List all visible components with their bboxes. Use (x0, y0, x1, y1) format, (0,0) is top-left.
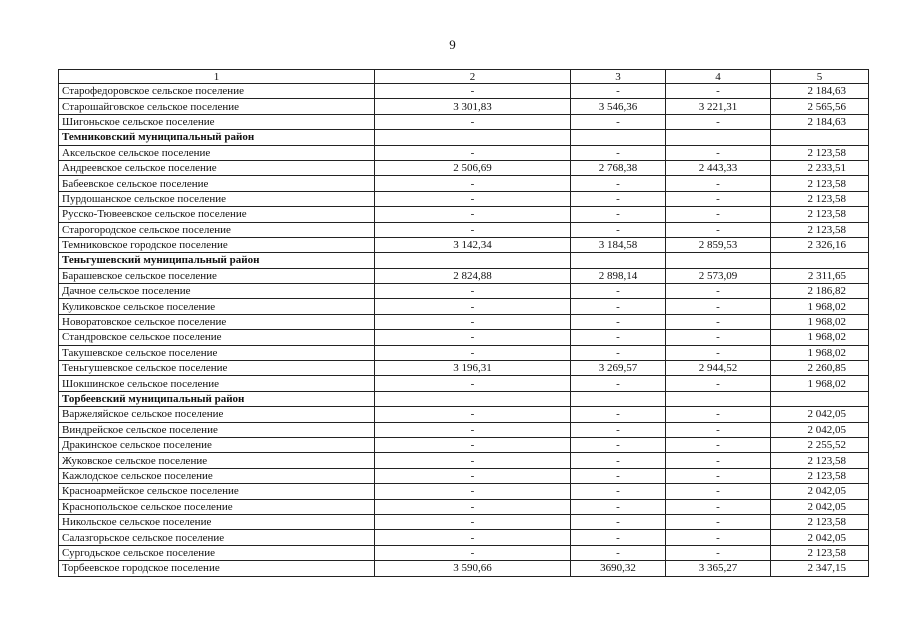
value-col4-cell: - (666, 176, 771, 191)
value-col3-cell: - (571, 330, 666, 345)
value-col5-cell: 2 123,58 (771, 222, 869, 237)
table-row (59, 407, 869, 422)
value-col3-cell: 3 269,57 (571, 361, 666, 376)
value-col5-cell: 1 968,02 (771, 330, 869, 345)
value-col3-cell: 3690,32 (571, 561, 666, 576)
value-col2-cell: - (375, 484, 571, 499)
district-header-row (59, 130, 869, 145)
value-col4-cell: - (666, 499, 771, 514)
value-col2-cell: - (375, 207, 571, 222)
value-col5-cell: 1 968,02 (771, 299, 869, 314)
value-col4-cell: - (666, 468, 771, 483)
value-col2-cell: 3 590,66 (375, 561, 571, 576)
value-col4-cell: 2 443,33 (666, 160, 771, 175)
settlement-name-cell: Старофедоровское сельское поселение (59, 84, 375, 99)
settlement-name-cell: Красноармейское сельское поселение (59, 484, 375, 499)
value-col5-cell: 2 347,15 (771, 561, 869, 576)
value-col5-cell: 2 186,82 (771, 284, 869, 299)
district-header-row (59, 253, 869, 268)
table-row (59, 453, 869, 468)
table-row (59, 422, 869, 437)
value-col4-cell: - (666, 222, 771, 237)
value-col3-cell: - (571, 299, 666, 314)
value-col5-cell: 2 311,65 (771, 268, 869, 283)
settlement-name-cell: Андреевское сельское поселение (59, 160, 375, 175)
value-col3-cell (571, 391, 666, 406)
value-col2-cell: - (375, 84, 571, 99)
settlement-name-cell: Жуковское сельское поселение (59, 453, 375, 468)
value-col5-cell: 2 233,51 (771, 160, 869, 175)
value-col5-cell: 1 968,02 (771, 376, 869, 391)
column-number-cell: 5 (771, 70, 869, 84)
value-col4-cell: - (666, 422, 771, 437)
value-col4-cell: - (666, 514, 771, 529)
value-col4-cell: 2 573,09 (666, 268, 771, 283)
value-col3-cell: - (571, 176, 666, 191)
district-name-cell: Темниковский муниципальный район (59, 130, 375, 145)
settlement-name-cell: Торбеевское городское поселение (59, 561, 375, 576)
column-number-cell: 3 (571, 70, 666, 84)
value-col5-cell: 2 042,05 (771, 530, 869, 545)
value-col5-cell (771, 253, 869, 268)
table-row (59, 345, 869, 360)
settlement-name-cell: Шигоньское сельское поселение (59, 114, 375, 129)
district-header-row (59, 391, 869, 406)
value-col4-cell: - (666, 530, 771, 545)
settlement-name-cell: Краснопольское сельское поселение (59, 499, 375, 514)
value-col4-cell: 2 859,53 (666, 237, 771, 252)
table-row (59, 361, 869, 376)
column-number-row (59, 70, 869, 84)
value-col2-cell: - (375, 284, 571, 299)
value-col4-cell: - (666, 191, 771, 206)
value-col5-cell: 1 968,02 (771, 345, 869, 360)
value-col4-cell: - (666, 453, 771, 468)
value-col5-cell: 2 042,05 (771, 407, 869, 422)
value-col5-cell: 2 123,58 (771, 207, 869, 222)
settlement-name-cell: Никольское сельское поселение (59, 514, 375, 529)
settlement-name-cell: Кажлодское сельское поселение (59, 468, 375, 483)
value-col4-cell: - (666, 114, 771, 129)
column-number-cell: 4 (666, 70, 771, 84)
table-row (59, 376, 869, 391)
table-row (59, 514, 869, 529)
settlement-name-cell: Дачное сельское поселение (59, 284, 375, 299)
value-col2-cell: - (375, 222, 571, 237)
table-row (59, 160, 869, 175)
settlement-name-cell: Шокшинское сельское поселение (59, 376, 375, 391)
settlement-name-cell: Сургодьское сельское поселение (59, 545, 375, 560)
value-col3-cell (571, 253, 666, 268)
value-col2-cell: - (375, 545, 571, 560)
value-col2-cell: - (375, 114, 571, 129)
settlement-name-cell: Старогородское сельское поселение (59, 222, 375, 237)
value-col2-cell (375, 253, 571, 268)
settlement-name-cell: Барашевское сельское поселение (59, 268, 375, 283)
value-col4-cell: - (666, 145, 771, 160)
settlement-name-cell: Темниковское городское поселение (59, 237, 375, 252)
value-col5-cell: 2 260,85 (771, 361, 869, 376)
value-col2-cell: - (375, 453, 571, 468)
district-name-cell: Торбеевский муниципальный район (59, 391, 375, 406)
value-col3-cell: - (571, 530, 666, 545)
value-col2-cell: - (375, 314, 571, 329)
value-col5-cell: 2 184,63 (771, 84, 869, 99)
value-col3-cell: - (571, 484, 666, 499)
value-col3-cell (571, 130, 666, 145)
table-row (59, 284, 869, 299)
value-col3-cell: 2 898,14 (571, 268, 666, 283)
value-col3-cell: - (571, 545, 666, 560)
tariff-table (58, 69, 869, 577)
value-col4-cell: 3 365,27 (666, 561, 771, 576)
value-col3-cell: - (571, 468, 666, 483)
table-row (59, 330, 869, 345)
value-col4-cell: - (666, 84, 771, 99)
table-row (59, 468, 869, 483)
table-row (59, 437, 869, 452)
column-number-cell: 1 (59, 70, 375, 84)
settlement-name-cell: Салазгорьское сельское поселение (59, 530, 375, 545)
value-col5-cell: 2 123,58 (771, 514, 869, 529)
value-col5-cell: 1 968,02 (771, 314, 869, 329)
value-col2-cell: - (375, 345, 571, 360)
value-col3-cell: - (571, 145, 666, 160)
table-row (59, 561, 869, 576)
table-row (59, 499, 869, 514)
value-col4-cell: - (666, 330, 771, 345)
value-col5-cell: 2 123,58 (771, 176, 869, 191)
table-row (59, 176, 869, 191)
value-col4-cell: - (666, 376, 771, 391)
value-col2-cell: - (375, 191, 571, 206)
value-col2-cell: - (375, 176, 571, 191)
value-col5-cell: 2 123,58 (771, 468, 869, 483)
value-col5-cell: 2 123,58 (771, 453, 869, 468)
value-col4-cell (666, 253, 771, 268)
table-body (59, 70, 869, 577)
value-col4-cell (666, 130, 771, 145)
value-col4-cell: - (666, 314, 771, 329)
value-col3-cell: - (571, 284, 666, 299)
settlement-name-cell: Русско-Тювеевское сельское поселение (59, 207, 375, 222)
value-col4-cell: - (666, 545, 771, 560)
table-row (59, 530, 869, 545)
table-row (59, 237, 869, 252)
value-col3-cell: - (571, 345, 666, 360)
table-row (59, 99, 869, 114)
value-col2-cell: - (375, 330, 571, 345)
value-col5-cell: 2 042,05 (771, 484, 869, 499)
table-row (59, 222, 869, 237)
value-col4-cell: 2 944,52 (666, 361, 771, 376)
table-row (59, 299, 869, 314)
table-row (59, 314, 869, 329)
value-col2-cell: 2 824,88 (375, 268, 571, 283)
table-row (59, 545, 869, 560)
value-col2-cell: - (375, 422, 571, 437)
value-col2-cell (375, 391, 571, 406)
value-col5-cell: 2 565,56 (771, 99, 869, 114)
settlement-name-cell: Варжеляйское сельское поселение (59, 407, 375, 422)
settlement-name-cell: Пурдошанское сельское поселение (59, 191, 375, 206)
value-col2-cell: - (375, 407, 571, 422)
value-col3-cell: - (571, 422, 666, 437)
value-col4-cell: 3 221,31 (666, 99, 771, 114)
value-col3-cell: - (571, 514, 666, 529)
table-row (59, 84, 869, 99)
settlement-name-cell: Куликовское сельское поселение (59, 299, 375, 314)
value-col2-cell: 2 506,69 (375, 160, 571, 175)
value-col3-cell: - (571, 407, 666, 422)
value-col5-cell (771, 130, 869, 145)
value-col4-cell: - (666, 207, 771, 222)
value-col3-cell: - (571, 376, 666, 391)
value-col5-cell: 2 123,58 (771, 145, 869, 160)
value-col2-cell: 3 196,31 (375, 361, 571, 376)
value-col4-cell: - (666, 484, 771, 499)
value-col4-cell: - (666, 407, 771, 422)
settlement-name-cell: Новоратовское сельское поселение (59, 314, 375, 329)
value-col5-cell: 2 123,58 (771, 545, 869, 560)
value-col2-cell (375, 130, 571, 145)
value-col2-cell: - (375, 530, 571, 545)
value-col3-cell: - (571, 453, 666, 468)
value-col4-cell: - (666, 437, 771, 452)
settlement-name-cell: Такушевское сельское поселение (59, 345, 375, 360)
table-row (59, 484, 869, 499)
settlement-name-cell: Виндрейское сельское поселение (59, 422, 375, 437)
value-col2-cell: - (375, 514, 571, 529)
table-row (59, 114, 869, 129)
value-col4-cell: - (666, 284, 771, 299)
value-col3-cell: 3 184,58 (571, 237, 666, 252)
settlement-name-cell: Дракинское сельское поселение (59, 437, 375, 452)
value-col4-cell: - (666, 345, 771, 360)
value-col5-cell: 2 255,52 (771, 437, 869, 452)
value-col2-cell: - (375, 437, 571, 452)
value-col5-cell: 2 326,16 (771, 237, 869, 252)
value-col2-cell: - (375, 468, 571, 483)
value-col3-cell: - (571, 499, 666, 514)
value-col5-cell: 2 042,05 (771, 422, 869, 437)
value-col5-cell: 2 042,05 (771, 499, 869, 514)
table-row (59, 268, 869, 283)
settlement-name-cell: Старошайговское сельское поселение (59, 99, 375, 114)
value-col3-cell: 3 546,36 (571, 99, 666, 114)
value-col3-cell: - (571, 191, 666, 206)
value-col2-cell: - (375, 376, 571, 391)
value-col3-cell: - (571, 222, 666, 237)
column-number-cell: 2 (375, 70, 571, 84)
value-col3-cell: - (571, 314, 666, 329)
value-col5-cell (771, 391, 869, 406)
table-row (59, 191, 869, 206)
table-row (59, 207, 869, 222)
value-col5-cell: 2 184,63 (771, 114, 869, 129)
district-name-cell: Теньгушевский муниципальный район (59, 253, 375, 268)
settlement-name-cell: Бабеевское сельское поселение (59, 176, 375, 191)
value-col3-cell: 2 768,38 (571, 160, 666, 175)
value-col4-cell: - (666, 299, 771, 314)
value-col2-cell: - (375, 499, 571, 514)
table-row (59, 145, 869, 160)
value-col3-cell: - (571, 207, 666, 222)
value-col2-cell: - (375, 145, 571, 160)
value-col3-cell: - (571, 114, 666, 129)
value-col2-cell: 3 142,34 (375, 237, 571, 252)
settlement-name-cell: Аксельское сельское поселение (59, 145, 375, 160)
value-col2-cell: 3 301,83 (375, 99, 571, 114)
settlement-name-cell: Стандровское сельское поселение (59, 330, 375, 345)
value-col4-cell (666, 391, 771, 406)
value-col3-cell: - (571, 437, 666, 452)
value-col5-cell: 2 123,58 (771, 191, 869, 206)
page-number: 9 (449, 37, 456, 52)
settlement-name-cell: Теньгушевское сельское поселение (59, 361, 375, 376)
value-col2-cell: - (375, 299, 571, 314)
value-col3-cell: - (571, 84, 666, 99)
